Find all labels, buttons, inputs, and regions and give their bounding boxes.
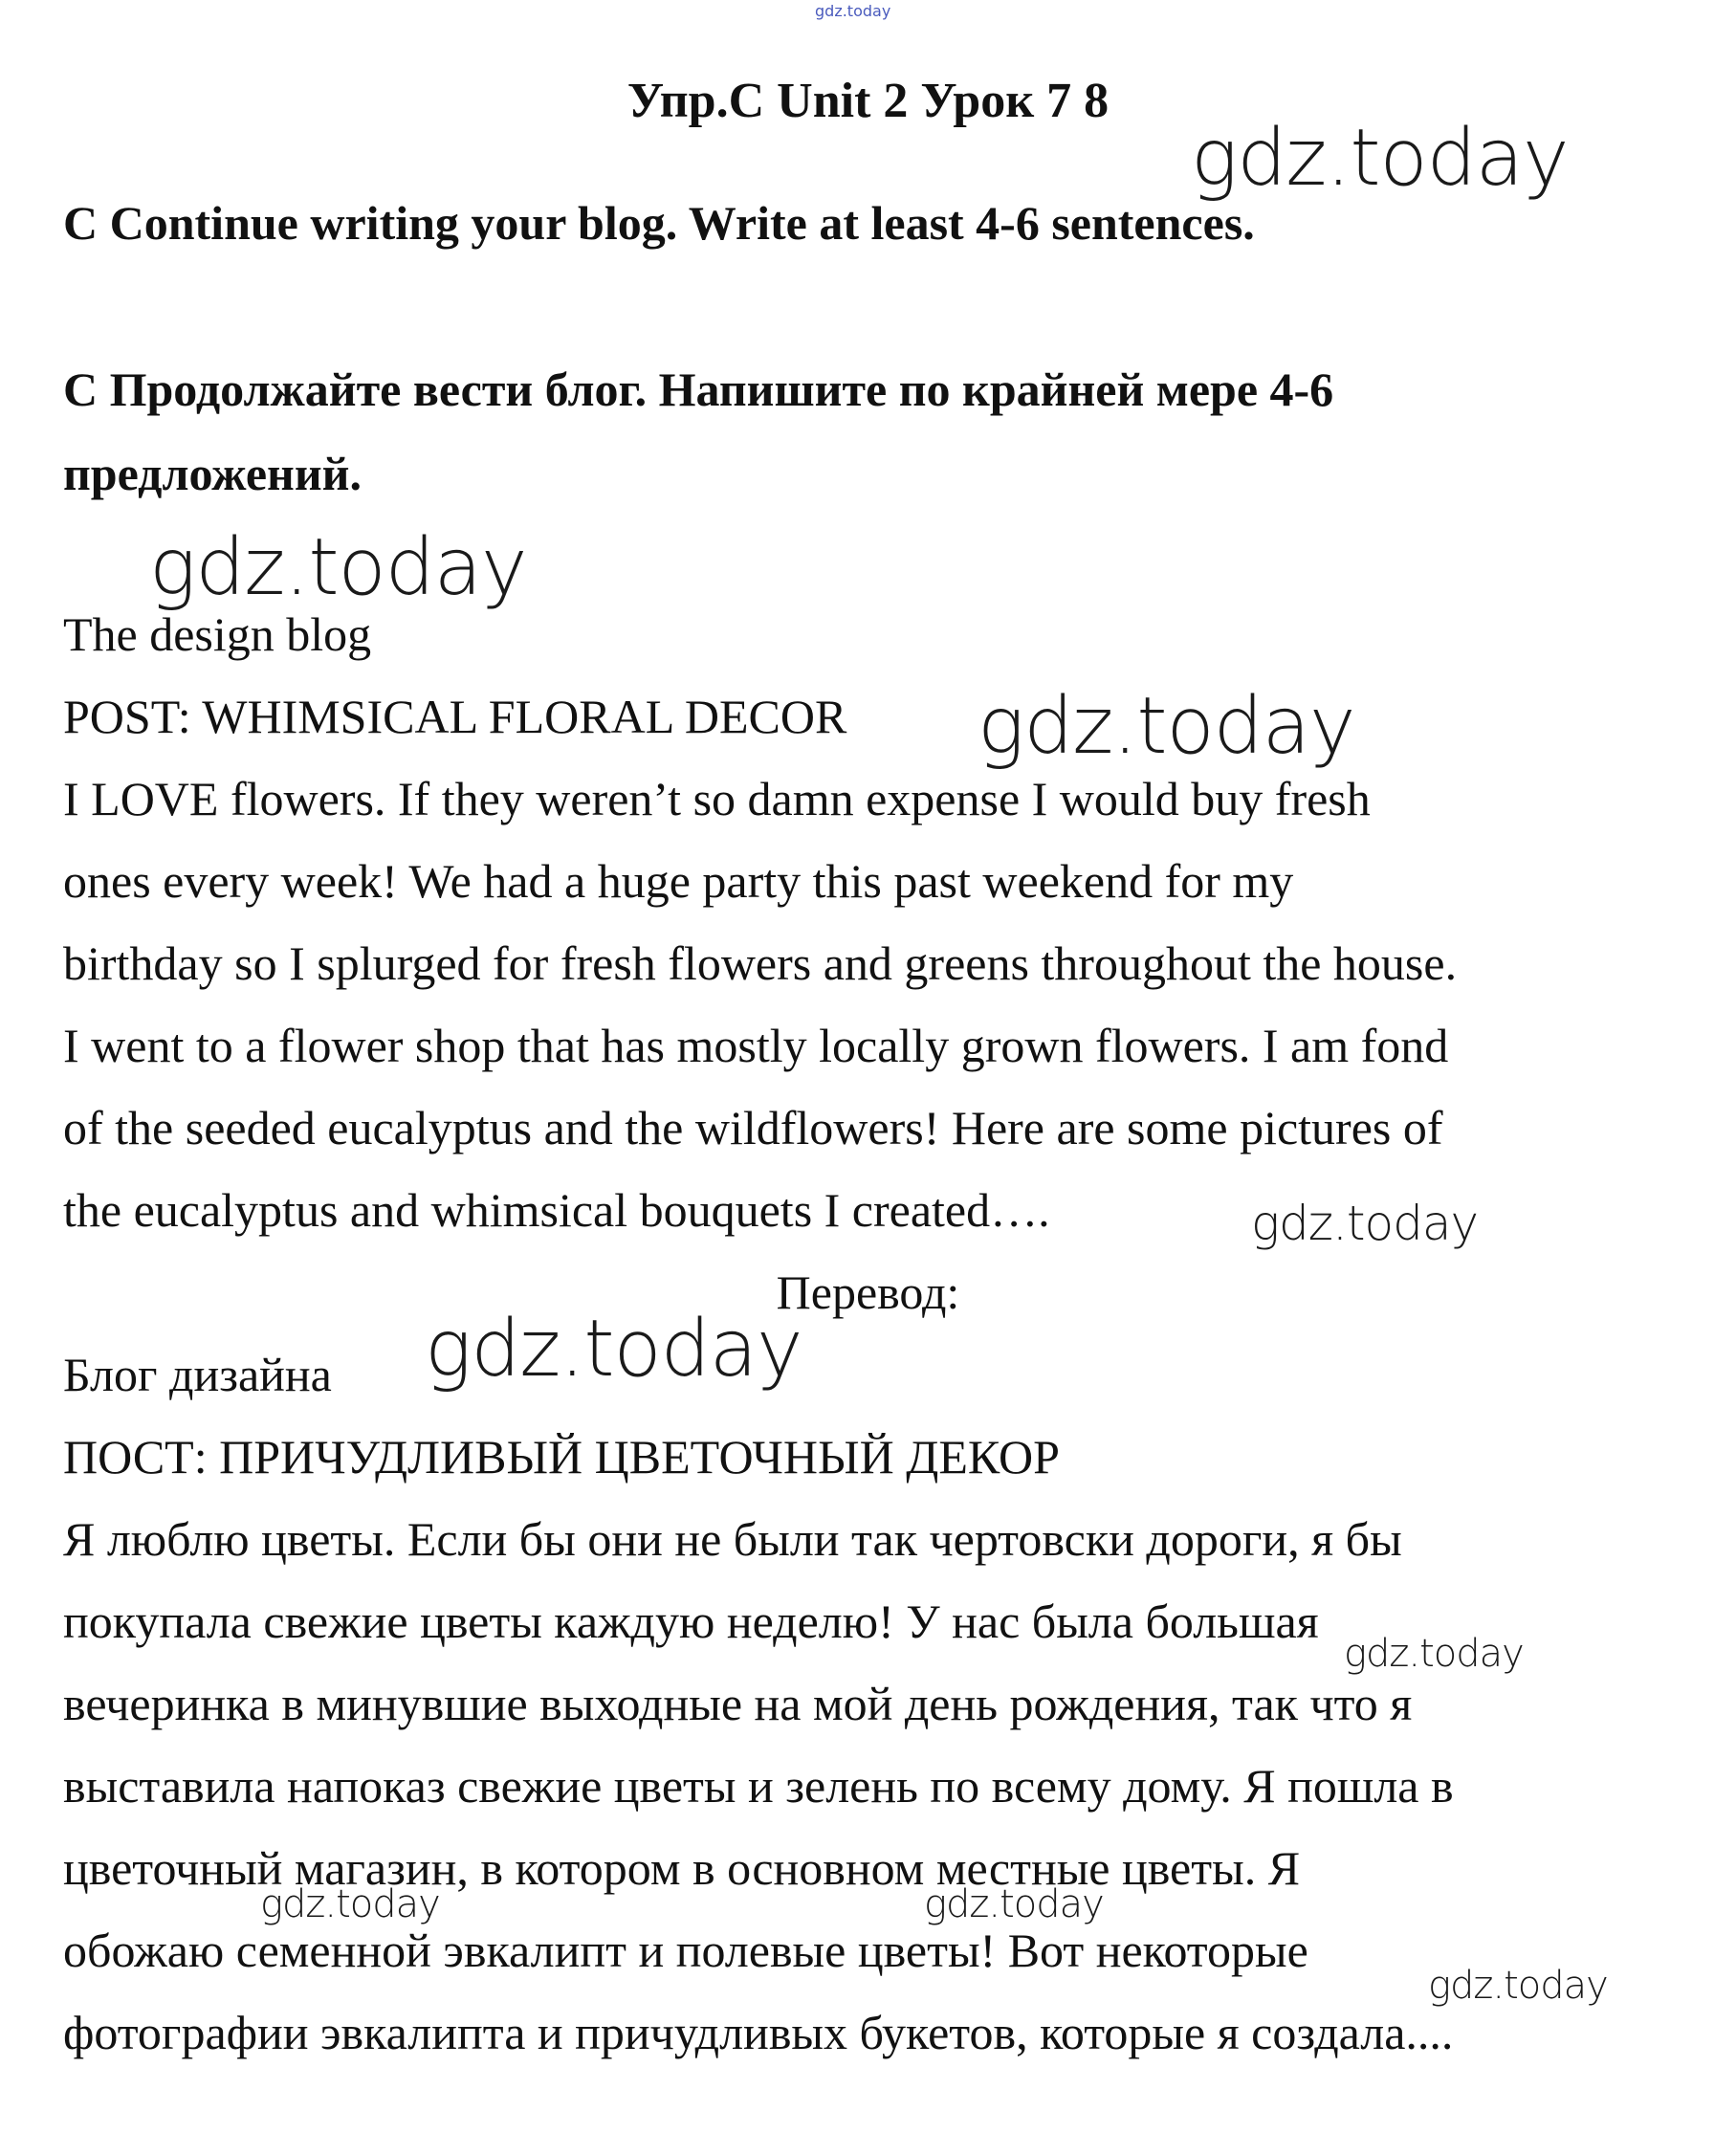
watermark: gdz.today [425,1304,802,1395]
watermark: gdz.today [1191,113,1569,204]
answer-line: of the seeded eucalyptus and the wildflowers! Here are some pictures of [63,1101,1443,1154]
watermark: gdz.today [1251,1196,1479,1251]
task-russian-line-2: предложений. [63,447,362,500]
watermark: gdz.today [1344,1632,1524,1676]
translation-line: обожаю семенной эвкалипт и полевые цветы! Вот некоторые [63,1924,1308,1977]
translation-line: фотографии эвкалипта и причудливых букетов, которые я создала.... [63,2006,1454,2059]
translation-line: цветочный магазин, в котором в основном местные цветы. Я [63,1841,1301,1895]
watermark: gdz.today [260,1882,440,1926]
answer-line: I LOVE flowers. If they weren’t so damn expense I would buy fresh [63,772,1371,825]
answer-line: birthday so I splurged for fresh flowers and greens throughout the house. [63,936,1458,990]
task-russian-line-1: C Продолжайте вести блог. Напишите по крайней мере 4-6 [63,363,1334,416]
page-title: Упр.C Unit 2 Урок 7 8 [626,74,1110,128]
translation-line: покупала свежие цветы каждую неделю! У нас была большая [63,1594,1319,1648]
post-title: POST: WHIMSICAL FLORAL DECOR [63,690,847,743]
top-watermark: gdz.today [815,2,891,20]
translation-post-title: ПОСТ: ПРИЧУДЛИВЫЙ ЦВЕТОЧНЫЙ ДЕКОР [63,1430,1060,1484]
watermark: gdz.today [149,522,527,613]
task-english: C Continue writing your blog. Write at least 4-6 sentences. [63,196,1255,250]
answer-line: the eucalyptus and whimsical bouquets I created…. [63,1183,1050,1237]
watermark: gdz.today [978,681,1355,772]
watermark: gdz.today [924,1882,1104,1926]
translation-line: Я люблю цветы. Если бы они не были так чертовски дороги, я бы [63,1512,1402,1566]
translation-label: Перевод: [776,1265,960,1319]
watermark: gdz.today [1428,1964,1608,2008]
translation-line: выставила напоказ свежие цветы и зелень по всему дому. Я пошла в [63,1759,1454,1813]
answer-line: I went to a flower shop that has mostly locally grown flowers. I am fond [63,1019,1449,1072]
blog-title: The design blog [63,607,372,661]
translation-line: вечеринка в минувшие выходные на мой день рождения, так что я [63,1677,1413,1730]
answer-line: ones every week! We had a huge party this past weekend for my [63,854,1294,908]
translation-blog-title: Блог дизайна [63,1348,332,1401]
